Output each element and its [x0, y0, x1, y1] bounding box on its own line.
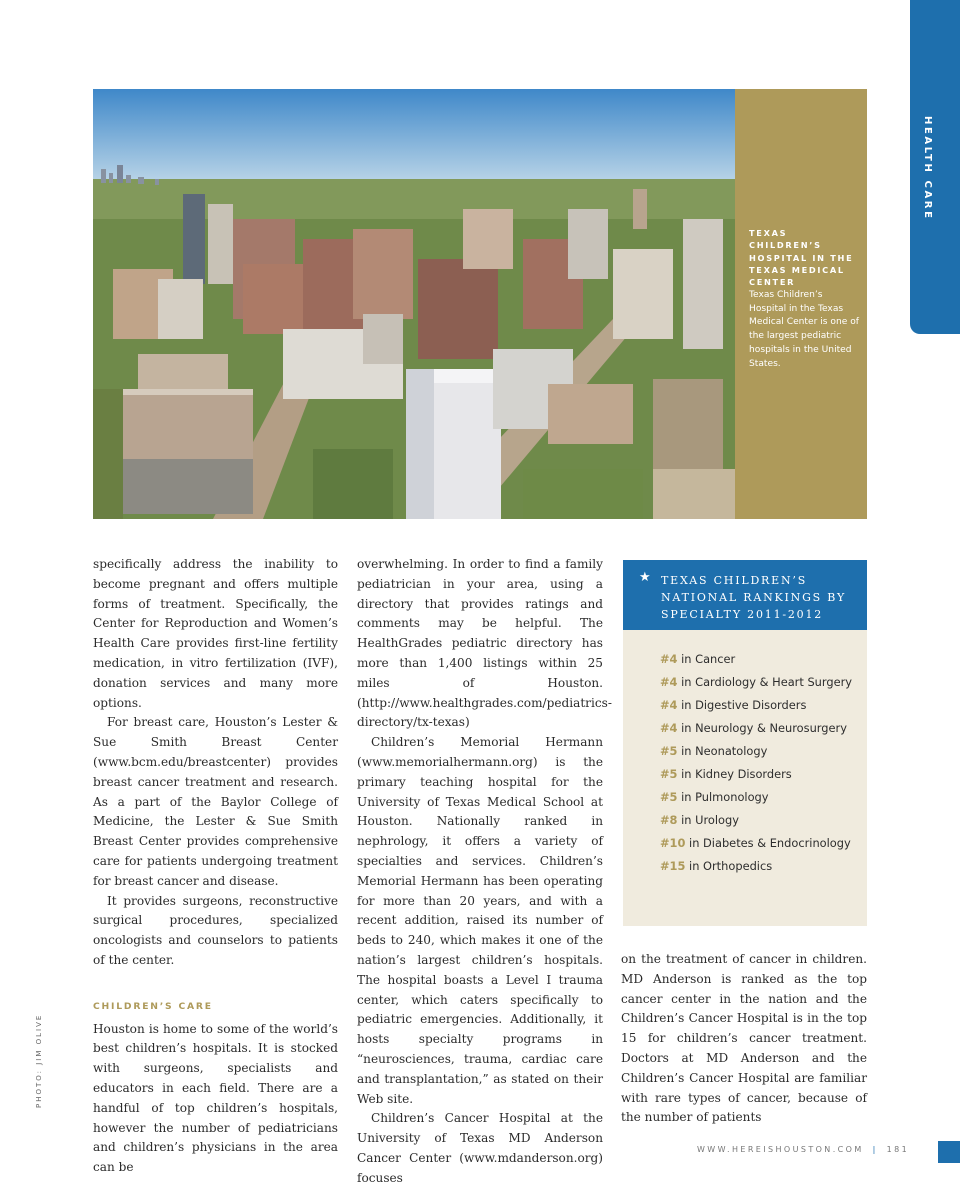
rankings-list — [623, 630, 867, 882]
ranking-specialty: in Pulmonology — [681, 790, 769, 804]
ranking-item — [660, 675, 867, 698]
photo-credit: PHOTO: JIM OLIVE — [35, 1013, 43, 1108]
footer-url[interactable]: WWW.HEREISHOUSTON.COM — [697, 1145, 864, 1154]
ranking-specialty: in Cancer — [681, 652, 736, 666]
photo-caption-panel — [735, 89, 867, 519]
page-number: 181 — [886, 1145, 910, 1154]
ranking-specialty: in Digestive Disorders — [681, 698, 807, 712]
ranking-item — [660, 813, 867, 836]
section-tab — [910, 0, 960, 334]
ranking-number: #4 — [660, 698, 678, 712]
ranking-number: #5 — [660, 790, 678, 804]
rankings-sidebar — [623, 560, 867, 926]
paragraph: Houston is home to some of the world’s best children’s hospitals. It is stocked with surgeons, specialists and educators in each field. There are a handful of top children’s hospitals, however the number of pediatricians and children’s physicians in the area can be — [93, 1021, 338, 1175]
paragraph: Children’s Cancer Hospital at the University of Texas MD Anderson Cancer Center (www.mdanderson.org) focuses — [357, 1111, 603, 1185]
medical-center-aerial-illustration — [93, 89, 735, 519]
article-column-2 — [357, 555, 612, 1189]
ranking-item — [660, 790, 867, 813]
footer-separator: | — [872, 1145, 878, 1154]
ranking-specialty: in Diabetes & Endocrinology — [689, 836, 851, 850]
ranking-item — [660, 744, 867, 767]
caption-text: Texas Children’s Hospital in the Texas Medical Center is one of the largest pediatric hospitals in the United States. — [749, 290, 859, 369]
article-column-3 — [621, 950, 867, 1128]
ranking-specialty: in Orthopedics — [689, 859, 773, 873]
ranking-number: #8 — [660, 813, 678, 827]
paragraph: Children’s Memorial Hermann (www.memorialhermann.org) is the primary teaching hospital for the University of Texas Medical School at Houston. Nationally ranked in nephrology, it offers a variety of specialties and services. Children’s Memorial Hermann has been operating for more than 20 years, and with a recent addition, raised its number of beds to 240, which makes it one of the nation’s largest children’s hospitals. The hospital boasts a Level I trauma center, which caters specifically to pediatric emergencies. Additionally, it hosts specialty programs in “neurosciences, trauma, cardiac care and transplantation,” as stated on their Web site. — [357, 735, 603, 1106]
subheading-childrens-care: CHILDREN’S CARE — [93, 1000, 213, 1012]
hero-photo — [93, 89, 735, 519]
ranking-specialty: in Cardiology & Heart Surgery — [681, 675, 853, 689]
ranking-item — [660, 652, 867, 675]
ranking-specialty: in Neonatology — [681, 744, 768, 758]
ranking-number: #4 — [660, 652, 678, 666]
ranking-item — [660, 767, 867, 790]
ranking-number: #15 — [660, 859, 686, 873]
paragraph: overwhelming. In order to find a family pediatrician in your area, using a directory that provides ratings and comments may be helpful. The HealthGrades pediatric directory has more than 1,400 listings within 25 miles of Houston. (http://www.healthgrades.com/pediatrics-directory/tx-texas) — [357, 557, 612, 730]
ranking-item — [660, 698, 867, 721]
footer-color-block — [938, 1141, 960, 1163]
ranking-specialty: in Neurology & Neurosurgery — [681, 721, 847, 735]
ranking-specialty: in Urology — [681, 813, 739, 827]
article-column-1 — [93, 555, 338, 1178]
caption-title: TEXAS CHILDREN’S HOSPITAL IN THE TEXAS MEDICAL CENTER — [749, 228, 854, 288]
ranking-specialty: in Kidney Disorders — [681, 767, 792, 781]
star-icon: ★ — [639, 570, 651, 585]
paragraph: It provides surgeons, reconstructive surgical procedures, specialized oncologists and counselors to patients of the center. — [93, 893, 338, 967]
section-tab-label: HEALTH CARE — [922, 116, 933, 221]
ranking-number: #4 — [660, 675, 678, 689]
sidebar-title: TEXAS CHILDREN’S NATIONAL RANKINGS BY SPECIALTY 2011-2012 — [661, 574, 847, 621]
ranking-number: #5 — [660, 744, 678, 758]
ranking-number: #5 — [660, 767, 678, 781]
sidebar-header — [623, 560, 867, 630]
ranking-item — [660, 836, 867, 859]
ranking-item — [660, 859, 867, 882]
page-footer — [697, 1145, 909, 1154]
paragraph: on the treatment of cancer in children. MD Anderson is ranked as the top cancer center in the nation and the Children’s Cancer Hospital is in the top 15 for children’s cancer treatment. Doctors at MD Anderson and the Children’s Cancer Hospital are familiar with rare types of cancer, because of the number of patients — [621, 952, 867, 1125]
ranking-number: #10 — [660, 836, 686, 850]
ranking-number: #4 — [660, 721, 678, 735]
ranking-item — [660, 721, 867, 744]
paragraph: specifically address the inability to become pregnant and offers multiple forms of treatment. Specifically, the Center for Reproduction and Women’s Health Care provides first-line fertility medication, in vitro fertilization (IVF), donation services and many more options. — [93, 557, 338, 710]
paragraph: For breast care, Houston’s Lester & Sue Smith Breast Center (www.bcm.edu/breastcenter) provides breast cancer treatment and research. As a part of the Baylor College of Medicine, the Lester & Sue Smith Breast Center provides comprehensive care for patients undergoing treatment for breast cancer and disease. — [93, 715, 338, 888]
